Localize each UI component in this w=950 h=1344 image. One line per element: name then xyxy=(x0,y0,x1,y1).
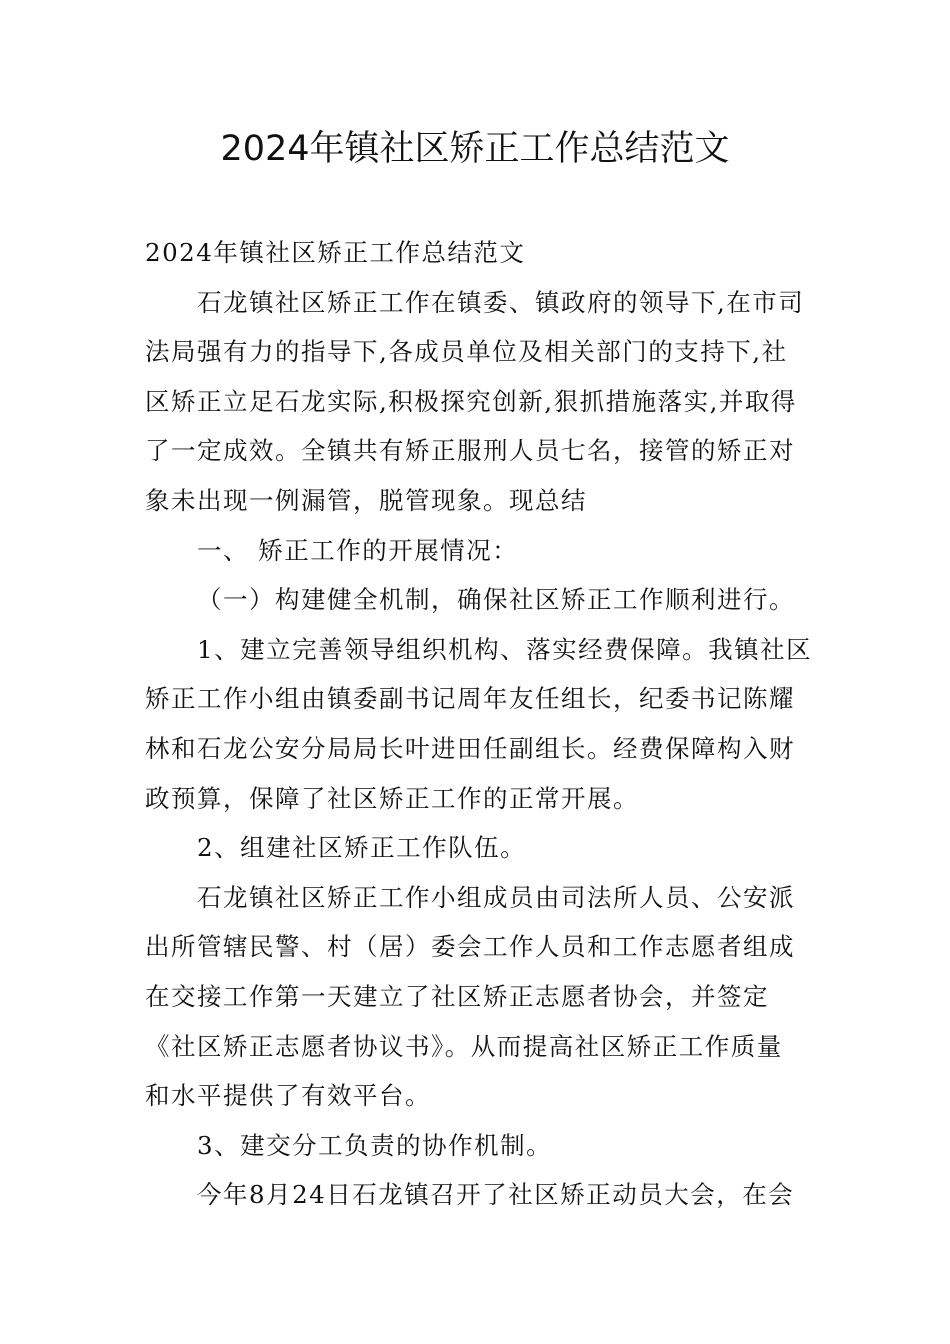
page-title: 2024年镇社区矫正工作总结范文 xyxy=(220,129,730,169)
text-line: 2、组建社区矫正工作队伍。 xyxy=(197,833,527,863)
text-line: 1、建立完善领导组织机构、落实经费保障。我镇社区 xyxy=(197,634,813,664)
text-line: 法局强有力的指导下,各成员单位及相关部门的支持下,社 xyxy=(145,337,788,367)
text-line: 和水平提供了有效平台。 xyxy=(145,1081,431,1111)
text-line: 了一定成效。全镇共有矫正服刑人员七名，接管的矫正对 xyxy=(145,436,795,466)
text-line: 石龙镇社区矫正工作小组成员由司法所人员、公安派 xyxy=(197,882,795,912)
text-line: （一）构建健全机制，确保社区矫正工作顺利进行。 xyxy=(197,585,795,615)
text-line: 矫正工作小组由镇委副书记周年友任组长，纪委书记陈耀 xyxy=(145,684,795,714)
text-line: 象未出现一例漏管，脱管现象。现总结 xyxy=(145,486,587,515)
text-line: 3、建交分工负责的协作机制。 xyxy=(197,1130,553,1160)
text-line: 今年8月24日石龙镇召开了社区矫正动员大会，在会 xyxy=(197,1180,795,1210)
text-line: 《社区矫正志愿者协议书》。从而提高社区矫正工作质量 xyxy=(145,1031,783,1061)
text-line: 区矫正立足石龙实际,积极探究创新,狠抓措施落实,并取得 xyxy=(145,386,797,416)
text-line: 政预算，保障了社区矫正工作的正常开展。 xyxy=(145,783,639,813)
text-line: 2024年镇社区矫正工作总结范文 xyxy=(145,238,526,267)
text-line: 在交接工作第一天建立了社区矫正志愿者协会，并签定 xyxy=(145,982,769,1011)
text-line: 林和石龙公安分局局长叶进田任副组长。经费保障构入财 xyxy=(145,734,795,763)
text-line: 石龙镇社区矫正工作在镇委、镇政府的领导下,在市司 xyxy=(197,287,805,317)
text-line: 一、 矫正工作的开展情况： xyxy=(197,535,519,565)
text-line: 出所管辖民警、村（居）委会工作人员和工作志愿者组成 xyxy=(145,932,795,962)
